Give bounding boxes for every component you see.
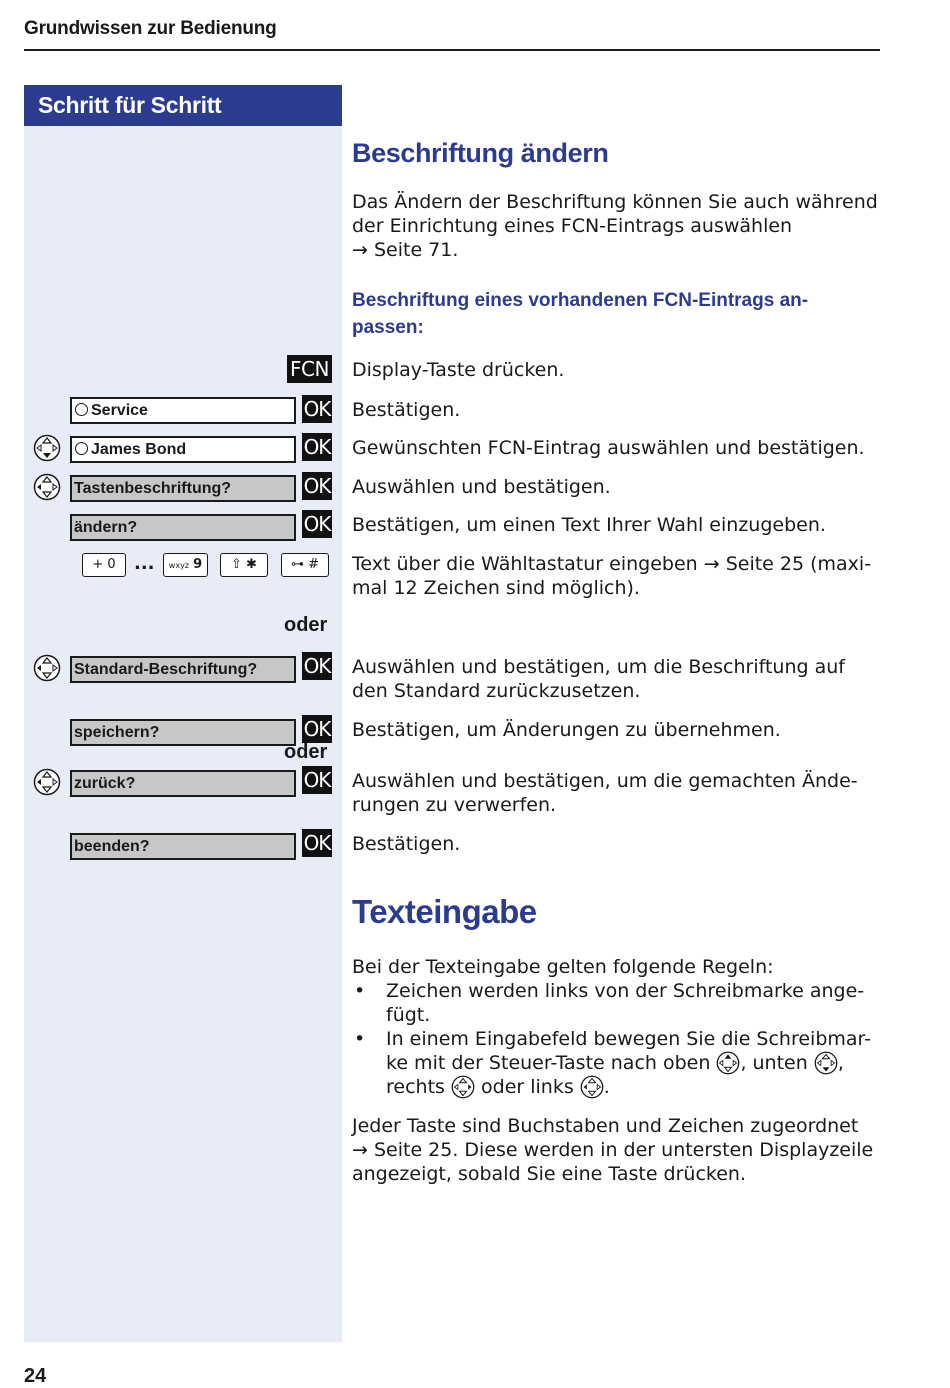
fcn-key[interactable]: FCN — [287, 355, 332, 383]
ok-key[interactable]: OK — [303, 768, 331, 792]
bullet-text: , — [837, 1052, 844, 1074]
bullet-text: , unten — [740, 1052, 808, 1074]
key-9-digit: 9 — [193, 557, 203, 572]
header-rule — [24, 49, 880, 51]
display-label: ändern? — [74, 519, 138, 536]
display-james-bond[interactable] — [70, 436, 296, 463]
navigation-key-icon — [33, 654, 61, 682]
bullet-line: fügt. — [386, 1004, 431, 1026]
keypad-ellipsis: ... — [134, 553, 155, 574]
key-9[interactable] — [163, 553, 208, 577]
ok-key[interactable]: OK — [303, 512, 331, 536]
bullet-mark: • — [354, 980, 366, 1002]
ok-key[interactable]: OK — [303, 397, 331, 421]
navigation-key-icon — [33, 473, 61, 501]
key-hash[interactable]: ⊶ # — [281, 553, 329, 577]
display-label: Service — [91, 402, 148, 419]
bullet-text: ke mit der Steuer-Taste nach oben — [386, 1052, 711, 1074]
ok-key[interactable]: OK — [303, 654, 331, 678]
bullet-mark: • — [354, 1028, 366, 1050]
bullet-line: In einem Eingabefeld bewegen Sie die Schreibmar- — [386, 1028, 871, 1050]
closing-line: → Seite 25. Diese werden in der untersten Displayzeile — [352, 1139, 874, 1161]
list-item — [352, 1027, 882, 1099]
section-intro — [352, 190, 878, 262]
navigation-left-icon — [580, 1075, 604, 1099]
display-label: zurück? — [74, 775, 136, 792]
display-label: beenden? — [74, 838, 150, 855]
subtitle-line: passen: — [352, 317, 424, 338]
display-label: Standard-Beschriftung? — [74, 661, 258, 678]
step-text: Bestätigen, um Änderungen zu übernehmen. — [352, 719, 781, 741]
ok-key[interactable]: OK — [303, 831, 331, 855]
step-text: Gewünschten FCN-Eintrag auswählen und bestätigen. — [352, 437, 865, 459]
ok-key[interactable]: OK — [303, 474, 331, 498]
sidebar-title: Schritt für Schritt — [24, 85, 342, 126]
sidebar-panel — [24, 85, 342, 1342]
display-speichern[interactable] — [70, 719, 296, 746]
bullet-line — [386, 1075, 882, 1099]
step-text: Bestätigen. — [352, 833, 461, 855]
section-subtitle — [352, 287, 808, 341]
display-label: speichern? — [74, 724, 160, 741]
bullet-text: oder links — [481, 1076, 574, 1098]
subtitle-line: Beschriftung eines vorhandenen FCN-Eintrags an- — [352, 290, 809, 311]
radio-circle-icon — [75, 442, 88, 455]
display-zurueck[interactable] — [70, 770, 296, 797]
rules-list — [352, 979, 882, 1099]
display-label: James Bond — [91, 441, 187, 458]
bullet-line — [386, 1051, 882, 1075]
bullet-text: rechts — [386, 1076, 445, 1098]
step-text: Bestätigen, um einen Text Ihrer Wahl einzugeben. — [352, 514, 826, 536]
intro-line: der Einrichtung eines FCN-Eintrags auswählen — [352, 215, 793, 237]
step-text-line: Auswählen und bestätigen, um die Beschriftung auf — [352, 656, 845, 678]
oder-label: oder — [284, 614, 328, 636]
display-service[interactable] — [70, 397, 296, 424]
ok-key[interactable]: OK — [303, 435, 331, 459]
section-title-beschriftung: Beschriftung ändern — [352, 138, 609, 168]
display-label: Tastenbeschriftung? — [74, 480, 232, 497]
intro-line: Das Ändern der Beschriftung können Sie auch während — [352, 191, 878, 213]
key-9-letters: wxyz — [168, 561, 190, 570]
navigation-key-icon — [33, 434, 61, 462]
display-tastenbeschriftung[interactable] — [70, 475, 296, 502]
step-text: Bestätigen. — [352, 399, 461, 421]
display-aendern[interactable] — [70, 514, 296, 541]
closing-line: angezeigt, sobald Sie eine Taste drücken. — [352, 1163, 747, 1185]
step-text-line: mal 12 Zeichen sind möglich). — [352, 577, 640, 599]
texteingabe-closing — [352, 1114, 873, 1186]
running-header: Grundwissen zur Bedienung — [24, 18, 277, 39]
step-text-line: Auswählen und bestätigen, um die gemachten Ände- — [352, 770, 858, 792]
key-0[interactable]: + 0 — [82, 553, 126, 577]
section-title-texteingabe: Texteingabe — [352, 893, 537, 930]
step-text — [352, 552, 882, 600]
step-text-line: den Standard zurückzusetzen. — [352, 680, 641, 702]
navigation-right-icon — [451, 1075, 475, 1099]
bullet-text: . — [603, 1076, 610, 1098]
step-text — [352, 655, 882, 703]
radio-circle-icon — [75, 403, 88, 416]
ok-key[interactable]: OK — [303, 717, 331, 741]
navigation-up-icon — [716, 1051, 740, 1075]
display-standard-beschriftung[interactable] — [70, 656, 296, 683]
step-text: Auswählen und bestätigen. — [352, 476, 611, 498]
list-item — [352, 979, 882, 1027]
page-number: 24 — [24, 1365, 47, 1387]
bullet-line: Zeichen werden links von der Schreibmarke ange- — [386, 980, 865, 1002]
intro-line-link[interactable]: → Seite 71. — [352, 239, 459, 261]
step-text — [352, 769, 882, 817]
step-text-line: Text über die Wähltastatur eingeben → Seite 25 (maxi- — [352, 553, 872, 575]
display-beenden[interactable] — [70, 833, 296, 860]
navigation-down-icon — [814, 1051, 838, 1075]
navigation-key-icon — [33, 768, 61, 796]
step-text-line: rungen zu verwerfen. — [352, 794, 557, 816]
step-text: Display-Taste drücken. — [352, 359, 565, 381]
oder-label: oder — [284, 741, 328, 763]
closing-line: Jeder Taste sind Buchstaben und Zeichen zugeordnet — [352, 1115, 859, 1137]
texteingabe-intro: Bei der Texteingabe gelten folgende Regeln: — [352, 956, 774, 978]
key-star[interactable]: ⇧ ✱ — [220, 553, 268, 577]
